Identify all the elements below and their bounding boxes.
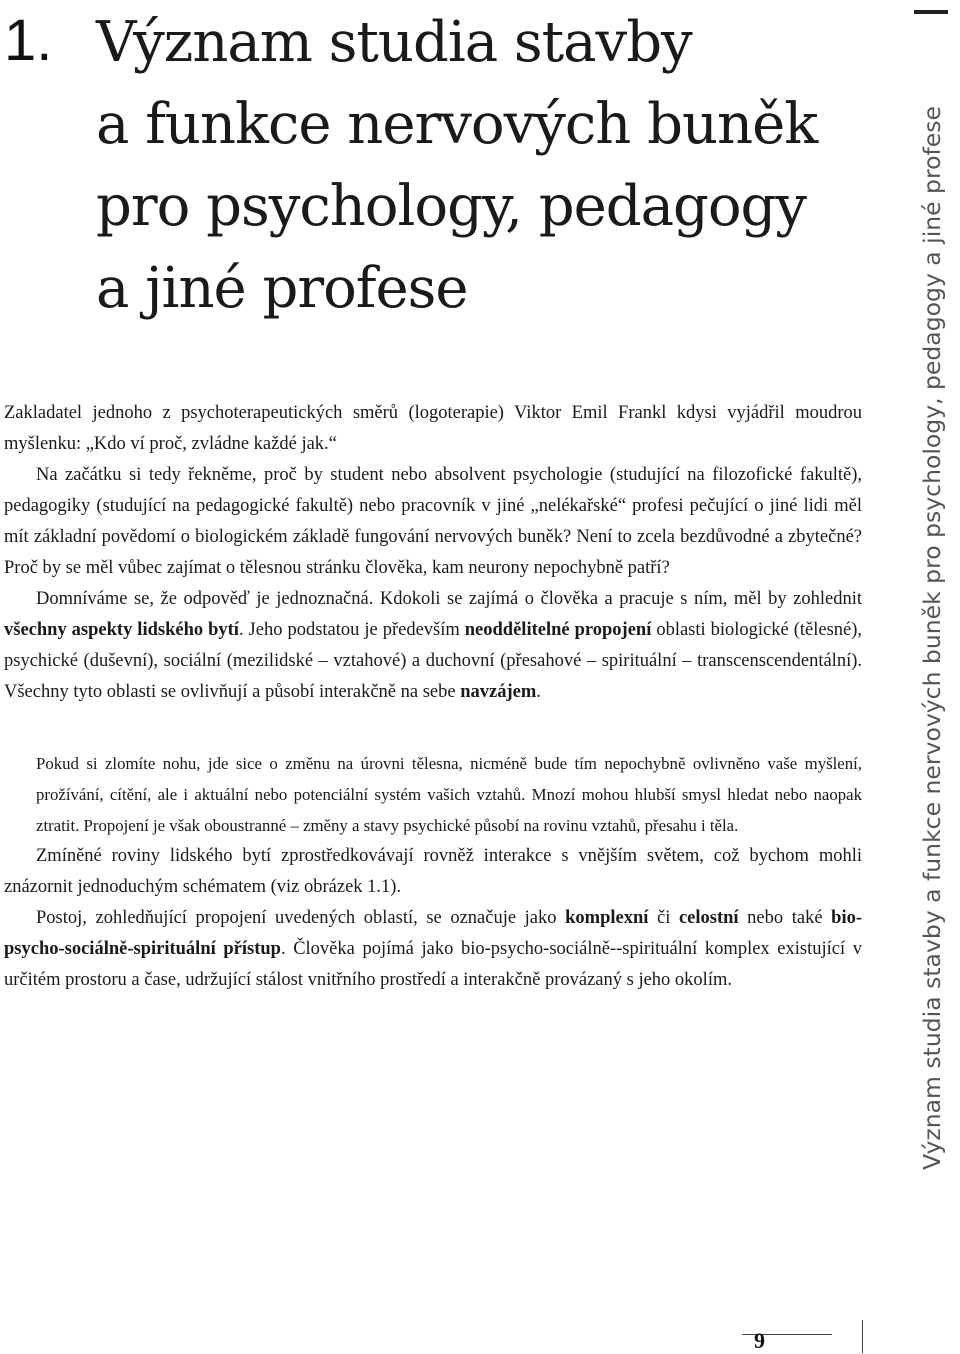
paragraph-text: Domníváme se, že odpověď je jednoznačná. Kdokoli se zajímá o člověka a pracuje s ním, měl by zohlednit <box>36 589 862 609</box>
chapter-title-line: a jiné profese <box>96 256 468 321</box>
chapter-title-line: Význam studia stavby <box>96 10 692 75</box>
paragraph-text: nebo také <box>738 908 832 928</box>
chapter-number: 1. <box>4 8 53 73</box>
chapter-title-line: a funkce nervových buněk <box>96 92 818 157</box>
paragraph-text: či <box>648 908 679 928</box>
footer-tick <box>862 1320 863 1353</box>
example-box <box>4 748 862 841</box>
paragraph-text: . Jeho podstatou je především <box>238 620 465 640</box>
example-box-text: Pokud si zlomíte nohu, jde sice o změnu na úrovni tělesna, nicméně bude tím nepochybně ovlivněno vaše myšlení, prožívání, cítění, ale i aktuální nebo potenciální systém vašich vztahů. Mnozí mohou hlubší smysl hledat nebo naopak ztratit. Propojení je však oboustranné – změny a stavy psychické působí na rovinu vztahů, přesahu i těla. <box>36 754 862 835</box>
paragraph-answer <box>4 584 862 708</box>
paragraph-interaction: Zmíněné roviny lidského bytí zprostředkovávají rovněž interakce s vnějším světem, což bychom mohli znázornit jednoduchým schématem (viz obrázek 1.1). <box>4 846 862 897</box>
chapter-title <box>96 0 817 330</box>
paragraph-why-question: Na začátku si tedy řekněme, proč by student nebo absolvent psychologie (studující na filozofické fakultě), pedagogiky (studující na pedagogické fakultě) nebo pracovník v jiné „nelékařské“ profesi pečující o jiné lidi měl mít základní povědomí o biologickém základě fungování nervových buněk? Není to zcela bezdůvodné a zbytečné? Proč by se měl vůbec zajímat o tělesnou stránku člověka, kam neurony nepochybně patří? <box>4 465 862 578</box>
emphasis-mutually: navzájem <box>460 682 537 702</box>
page-footer <box>0 1320 960 1353</box>
paragraph-text: . Člověka pojímá jako bio-psycho-sociálně--spirituální komplex existující v určitém prostoru a čase, udržující stálost vnitřního prostředí a interakčně provázaný s jeho okolím. <box>4 939 862 990</box>
paragraph-text: Postoj, zohledňující propojení uvedených oblastí, se označuje jako <box>36 908 566 928</box>
running-header-vertical <box>914 8 950 1268</box>
emphasis-holistic: celostní <box>678 908 739 928</box>
chapter-heading <box>4 0 864 330</box>
chapter-title-line: pro psychology, pedagogy <box>96 174 807 239</box>
paragraph-frankl-quote: Zakladatel jednoho z psychoterapeutických směrů (logoterapie) Viktor Emil Frankl kdysi vyjádřil moudrou myšlenku: „Kdo ví proč, zvládne každé jak.“ <box>4 403 862 454</box>
emphasis-inseparable-connection: neoddělitelné propojení <box>464 620 652 640</box>
page-number: 9 <box>754 1328 765 1353</box>
paragraph-text: oblasti biologické (tělesné), psychické (duševní), sociální (mezilidské – vztahové) a duchovní (přesahové – spirituální – transcenscendentální). Všechny tyto oblasti se ovlivňují a působí interakčně na sebe <box>4 620 863 702</box>
paragraph-text: . <box>536 682 541 702</box>
emphasis-all-aspects: všechny aspekty lidského bytí <box>4 620 239 640</box>
paragraph-holistic <box>4 903 862 996</box>
emphasis-complex: komplexní <box>565 908 649 928</box>
running-header-text: Význam studia stavby a funkce nervových buněk pro psychology, pedagogy a jiné profese <box>918 106 946 1170</box>
emphasis-bio-psycho-social-approach: bio-psycho-sociálně-spirituální přístup <box>4 908 862 959</box>
body-text <box>4 398 862 996</box>
